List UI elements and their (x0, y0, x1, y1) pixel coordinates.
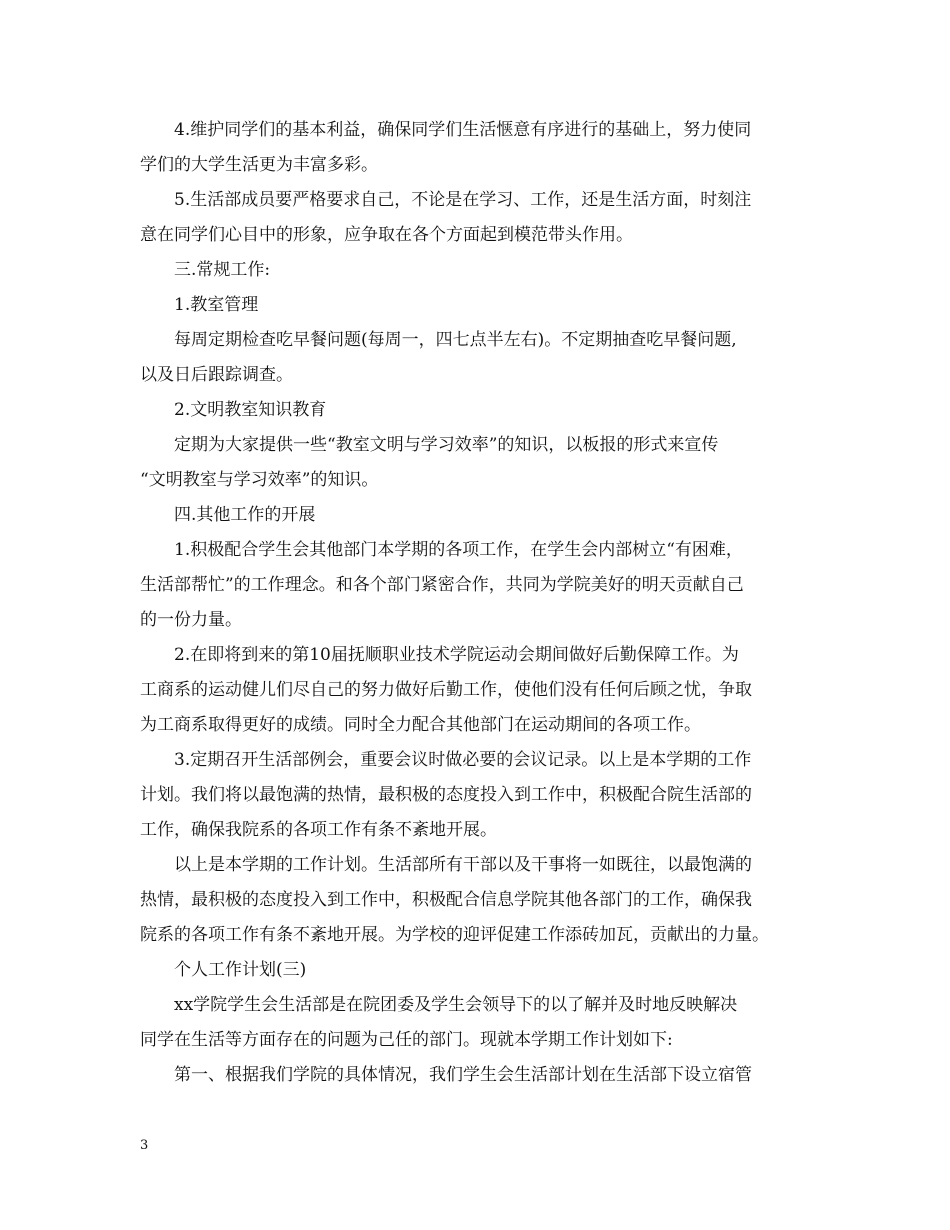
text-line: 2.文明教室知识教育 (174, 400, 327, 420)
text-line: 2.在即将到来的第10届抚顺职业技术学院运动会期间做好后勤保障工作。为 (174, 645, 739, 665)
text-line: 同学在生活等方面存在的问题为己任的部门。现就本学期工作计划如下: (140, 1030, 673, 1050)
text-line: xx学院学生会生活部是在院团委及学生会领导下的以了解并及时地反映解决 (174, 995, 738, 1015)
text-line: 3.定期召开生活部例会，重要会议时做必要的会议记录。以上是本学期的工作 (174, 750, 752, 770)
text-line: 的一份力量。 (140, 610, 242, 630)
text-line: 意在同学们心目中的形象，应争取在各个方面起到模范带头作用。 (140, 225, 633, 245)
text-line: 1.教室管理 (174, 295, 259, 315)
text-line: 工商系的运动健儿们尽自己的努力做好后勤工作，使他们没有任何后顾之忧，争取 (140, 680, 752, 700)
text-line: 热情，最积极的态度投入到工作中，积极配合信息学院其他各部门的工作，确保我 (140, 890, 752, 910)
text-line: 以上是本学期的工作计划。生活部所有干部以及干事将一如既往，以最饱满的 (174, 855, 752, 875)
text-line: 学们的大学生活更为丰富多彩。 (140, 155, 378, 175)
text-line: 四.其他工作的开展 (174, 505, 316, 525)
document-body (140, 113, 815, 1093)
text-line: 定期为大家提供一些“教室文明与学习效率”的知识，以板报的形式来宣传 (174, 435, 719, 455)
text-line: 生活部帮忙”的工作理念。和各个部门紧密合作，共同为学院美好的明天贡献自己 (140, 575, 744, 595)
text-line: 个人工作计划(三) (174, 960, 307, 980)
text-line: “文明教室与学习效率”的知识。 (140, 470, 379, 490)
text-line: 第一、根据我们学院的具体情况，我们学生会生活部计划在生活部下设立宿管 (174, 1065, 752, 1085)
text-line: 4.维护同学们的基本利益，确保同学们生活惬意有序进行的基础上，努力使同 (174, 120, 752, 140)
text-line: 1.积极配合学生会其他部门本学期的各项工作，在学生会内部树立“有困难， (174, 540, 743, 560)
text-line: 计划。我们将以最饱满的热情，最积极的态度投入到工作中，积极配合院生活部的 (140, 785, 752, 805)
text-line: 三.常规工作: (174, 260, 271, 280)
text-line: 5.生活部成员要严格要求自己，不论是在学习、工作，还是生活方面，时刻注 (174, 190, 752, 210)
text-line: 以及日后跟踪调查。 (140, 365, 293, 385)
text-line: 院系的各项工作有条不紊地开展。为学校的迎评促建工作添砖加瓦，贡献出的力量。 (140, 925, 769, 945)
text-line: 工作，确保我院系的各项工作有条不紊地开展。 (140, 820, 497, 840)
page-number: 3 (140, 1138, 149, 1153)
text-line: 为工商系取得更好的成绩。同时全力配合其他部门在运动期间的各项工作。 (140, 715, 701, 735)
text-line: 每周定期检查吃早餐问题(每周一，四七点半左右)。不定期抽查吃早餐问题, (174, 330, 737, 350)
